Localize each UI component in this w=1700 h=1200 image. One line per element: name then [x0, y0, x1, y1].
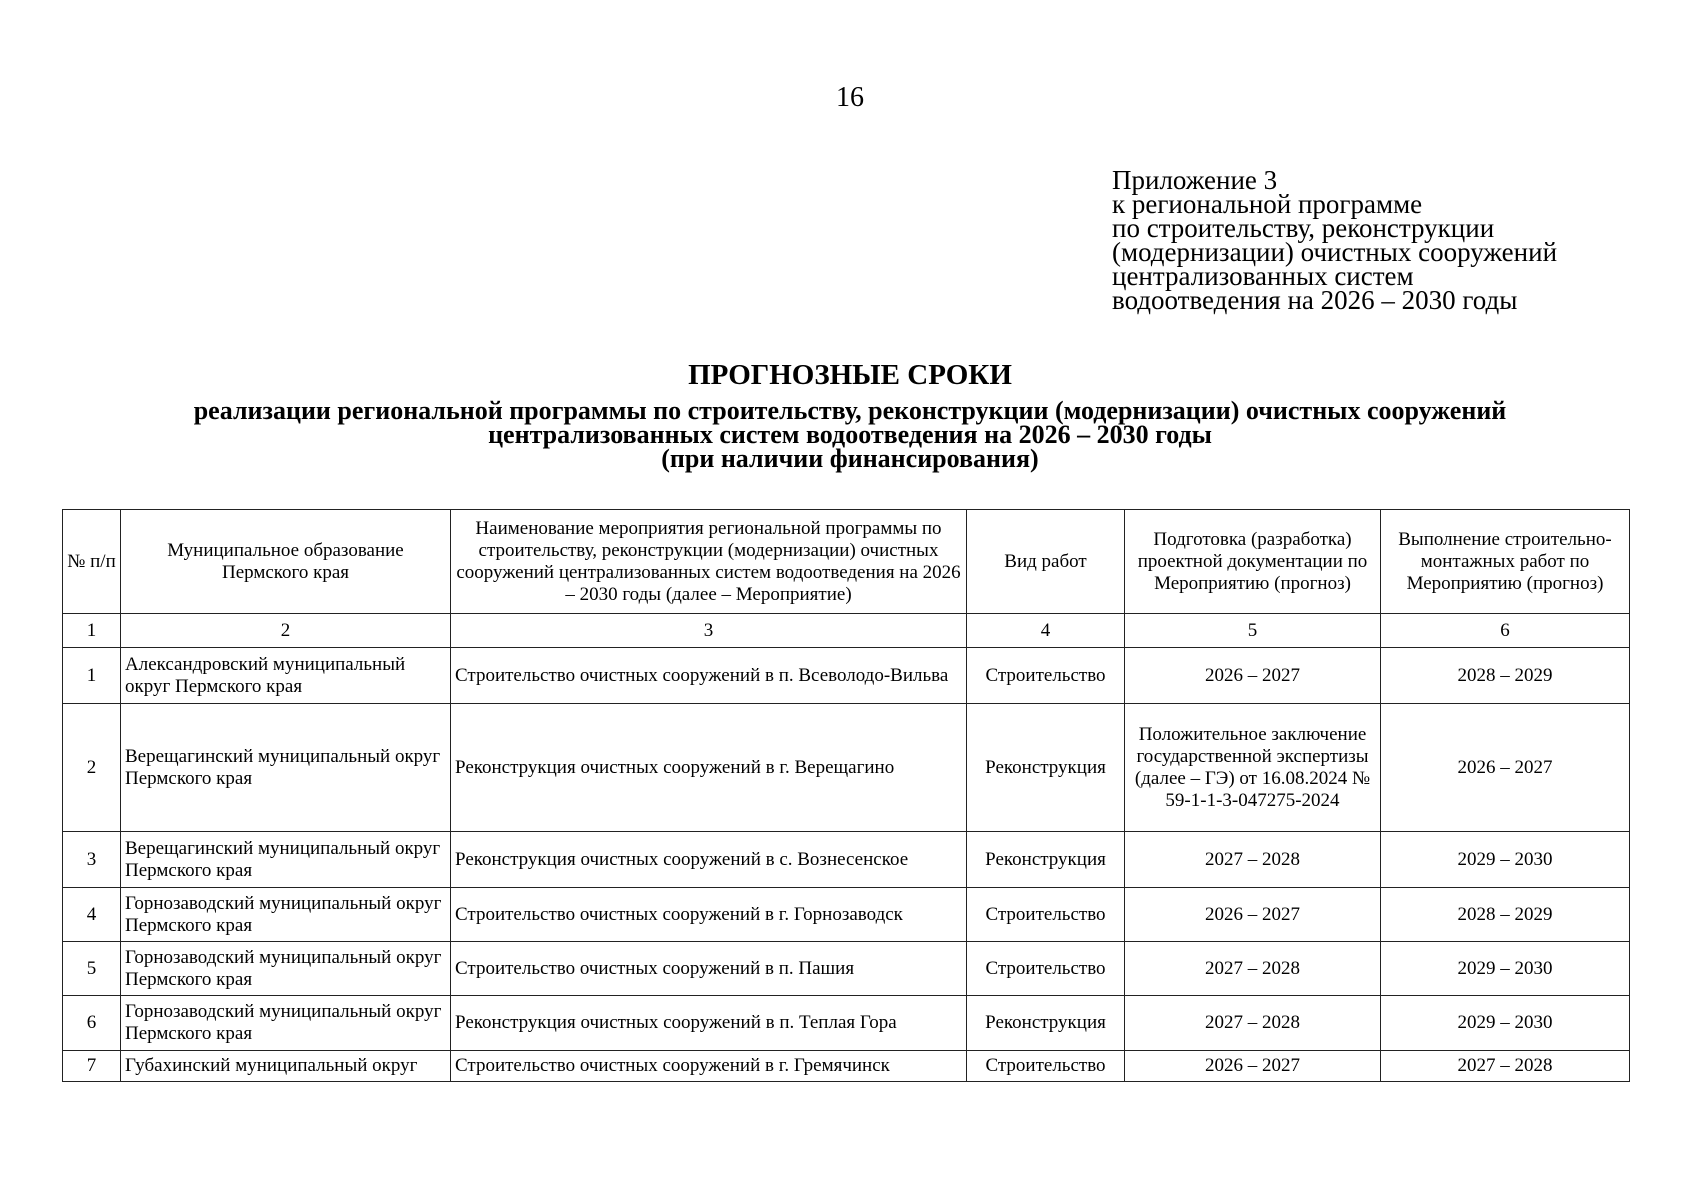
- appendix-line: централизованных систем: [1112, 261, 1414, 291]
- column-number: 3: [451, 614, 967, 648]
- appendix-line: (модернизации) очистных сооружений: [1112, 237, 1558, 267]
- row-design: 2027 – 2028: [1125, 996, 1381, 1051]
- subtitle-line: реализации региональной программы по строительству, реконструкции (модернизации) очистных сооружений: [193, 396, 1507, 425]
- row-activity: Строительство очистных сооружений в п. Пашия: [451, 942, 967, 996]
- row-work-type: Строительство: [967, 888, 1125, 942]
- table-row: [63, 1051, 1630, 1082]
- appendix-note: [1112, 165, 1558, 315]
- document-title: ПРОГНОЗНЫЕ СРОКИ: [688, 359, 1012, 391]
- column-number: 6: [1381, 614, 1630, 648]
- row-design: 2026 – 2027: [1125, 648, 1381, 704]
- row-municipality: Губахинский муниципальный округ: [121, 1051, 451, 1082]
- header-design: Подготовка (разработка) проектной документации по Мероприятию (прогноз): [1125, 510, 1381, 614]
- table-row: [63, 942, 1630, 996]
- row-construction: 2027 – 2028: [1381, 1051, 1630, 1082]
- schedule-table: [62, 509, 1630, 1082]
- header-number: № п/п: [63, 510, 121, 614]
- table-row: [63, 996, 1630, 1051]
- row-design: 2026 – 2027: [1125, 888, 1381, 942]
- row-work-type: Строительство: [967, 648, 1125, 704]
- subtitle-line: (при наличии финансирования): [661, 444, 1039, 473]
- row-municipality: Горнозаводский муниципальный округ Пермского края: [121, 888, 451, 942]
- page-number: 16: [836, 82, 864, 113]
- row-construction: 2028 – 2029: [1381, 648, 1630, 704]
- appendix-line: по строительству, реконструкции: [1112, 213, 1495, 243]
- row-activity: Реконструкция очистных сооружений в с. Вознесенское: [451, 832, 967, 888]
- row-number: 6: [63, 996, 121, 1051]
- row-design: Положительное заключение государственной экспертизы (далее – ГЭ) от 16.08.2024 № 59-1-1-3-047275-2024: [1125, 704, 1381, 832]
- row-activity: Реконструкция очистных сооружений в п. Теплая Гора: [451, 996, 967, 1051]
- column-number: 2: [121, 614, 451, 648]
- row-municipality: Александровский муниципальный округ Пермского края: [121, 648, 451, 704]
- column-number: 5: [1125, 614, 1381, 648]
- row-construction: 2029 – 2030: [1381, 996, 1630, 1051]
- row-activity: Строительство очистных сооружений в г. Горнозаводск: [451, 888, 967, 942]
- table-header-row: [63, 510, 1630, 614]
- row-number: 2: [63, 704, 121, 832]
- header-municipality: Муниципальное образование Пермского края: [121, 510, 451, 614]
- row-construction: 2026 – 2027: [1381, 704, 1630, 832]
- row-work-type: Строительство: [967, 942, 1125, 996]
- header-construction: Выполнение строительно-монтажных работ по Мероприятию (прогноз): [1381, 510, 1630, 614]
- row-activity: Строительство очистных сооружений в г. Гремячинск: [451, 1051, 967, 1082]
- row-municipality: Горнозаводский муниципальный округ Пермского края: [121, 996, 451, 1051]
- document-subtitle: [0, 396, 1700, 473]
- row-work-type: Реконструкция: [967, 996, 1125, 1051]
- table-row: [63, 704, 1630, 832]
- column-number: 4: [967, 614, 1125, 648]
- row-municipality: Верещагинский муниципальный округ Пермского края: [121, 832, 451, 888]
- appendix-line: Приложение 3: [1112, 165, 1278, 195]
- row-work-type: Реконструкция: [967, 704, 1125, 832]
- table-row: [63, 888, 1630, 942]
- table-row: [63, 832, 1630, 888]
- subtitle-line: централизованных систем водоотведения на 2026 – 2030 годы: [488, 420, 1212, 449]
- row-number: 4: [63, 888, 121, 942]
- table-row: [63, 648, 1630, 704]
- row-number: 3: [63, 832, 121, 888]
- row-work-type: Строительство: [967, 1051, 1125, 1082]
- row-work-type: Реконструкция: [967, 832, 1125, 888]
- row-design: 2027 – 2028: [1125, 942, 1381, 996]
- row-activity: Строительство очистных сооружений в п. Всеволодо-Вильва: [451, 648, 967, 704]
- row-activity: Реконструкция очистных сооружений в г. Верещагино: [451, 704, 967, 832]
- row-construction: 2029 – 2030: [1381, 832, 1630, 888]
- header-activity: Наименование мероприятия региональной программы по строительству, реконструкции (модернизации) очистных сооружений централизованных систем водоотведения на 2026 – 2030 годы (далее – Мероприятие): [451, 510, 967, 614]
- row-design: 2026 – 2027: [1125, 1051, 1381, 1082]
- appendix-line: водоотведения на 2026 – 2030 годы: [1112, 285, 1518, 315]
- row-design: 2027 – 2028: [1125, 832, 1381, 888]
- row-municipality: Верещагинский муниципальный округ Пермского края: [121, 704, 451, 832]
- header-work-type: Вид работ: [967, 510, 1125, 614]
- row-number: 7: [63, 1051, 121, 1082]
- row-municipality: Горнозаводский муниципальный округ Пермского края: [121, 942, 451, 996]
- row-construction: 2029 – 2030: [1381, 942, 1630, 996]
- column-number-row: [63, 614, 1630, 648]
- column-number: 1: [63, 614, 121, 648]
- row-number: 5: [63, 942, 121, 996]
- row-number: 1: [63, 648, 121, 704]
- row-construction: 2028 – 2029: [1381, 888, 1630, 942]
- appendix-line: к региональной программе: [1112, 189, 1423, 219]
